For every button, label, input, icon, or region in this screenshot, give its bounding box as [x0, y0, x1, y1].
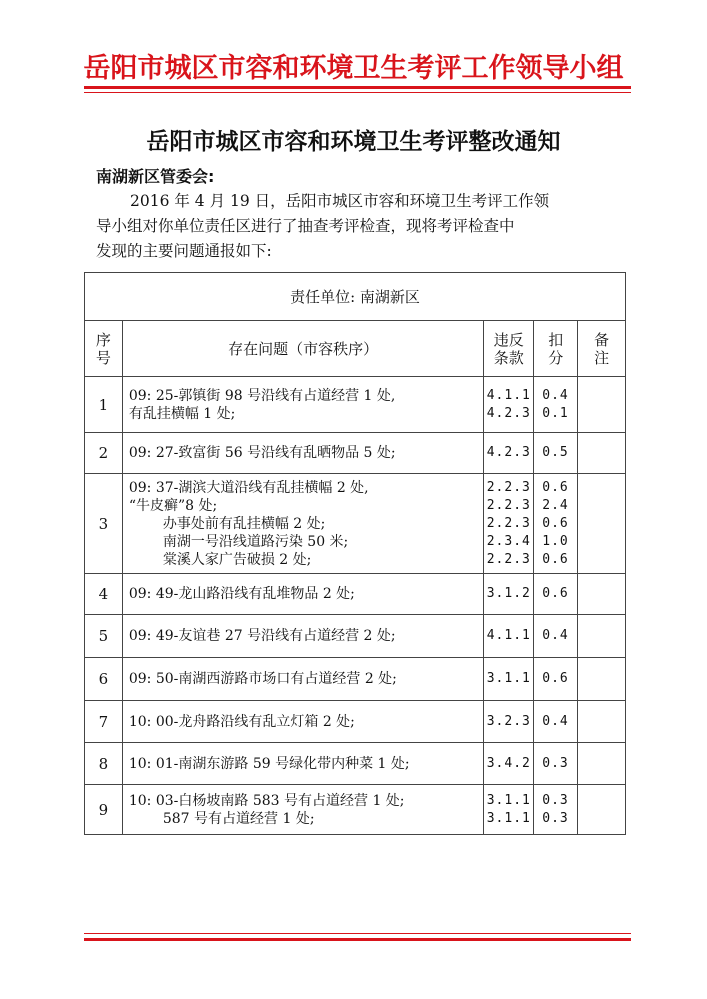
row-issue [122, 785, 483, 835]
row-clause [484, 615, 534, 658]
clause-value: 3.1.1 [486, 810, 531, 826]
row-seq: 5 [85, 615, 123, 658]
row-seq: 7 [85, 701, 123, 743]
recipient: 南湖新区管委会: [96, 167, 215, 186]
deduction-value: 0.3 [542, 755, 569, 771]
row-seq: 6 [85, 658, 123, 701]
letterhead-rule-thin [84, 92, 631, 93]
row-issue [122, 743, 483, 785]
clause-value: 2.3.4 [486, 533, 531, 549]
row-deduction [534, 658, 578, 701]
row-deduction [534, 701, 578, 743]
table-row [85, 743, 626, 785]
row-note [578, 433, 626, 474]
deduction-value: 0.4 [542, 387, 569, 403]
issue-line: 南湖一号沿线道路污染 50 米; [162, 533, 349, 550]
issue-line: 有乱挂横幅 1 处; [128, 405, 236, 422]
row-issue [122, 474, 483, 574]
row-note [578, 785, 626, 835]
row-deduction [534, 743, 578, 785]
clause-value: 4.1.1 [486, 628, 531, 643]
header-note [578, 321, 626, 377]
deduction-value: 0.6 [542, 586, 569, 601]
header-deduct-line: 扣 [548, 330, 564, 349]
row-issue [122, 377, 483, 433]
deduction-value: 0.5 [542, 445, 569, 460]
row-clause [484, 574, 534, 615]
row-clause [484, 785, 534, 835]
deduction-value: 0.3 [542, 792, 569, 808]
row-note [578, 743, 626, 785]
intro-line: 发现的主要问题通报如下: [96, 242, 272, 260]
row-deduction [534, 377, 578, 433]
issue-line: 09: 49-龙山路沿线有乱堆物品 2 处; [128, 586, 355, 602]
row-note [578, 377, 626, 433]
deduction-value: 0.1 [542, 405, 569, 421]
issue-line: 办事处前有乱挂横幅 2 处; [162, 515, 326, 532]
row-note [578, 658, 626, 701]
footer-rule-thin [84, 933, 631, 934]
notice-title: 岳阳市城区市容和环境卫生考评整改通知 [146, 129, 561, 155]
header-seq-line: 序 [95, 330, 111, 349]
table-row [85, 474, 626, 574]
header-issue: 存在问题（市容秩序） [122, 321, 483, 377]
intro-line: 2016 年 4 月 19 日，岳阳市城区市容和环境卫生考评工作领 [130, 192, 550, 210]
row-clause [484, 658, 534, 701]
row-seq: 9 [85, 785, 123, 835]
deduction-value: 0.6 [542, 479, 569, 495]
table-row [85, 785, 626, 835]
header-clause-line: 违反 [493, 330, 524, 349]
row-seq: 3 [85, 474, 123, 574]
table-row [85, 615, 626, 658]
clause-value: 3.1.2 [486, 586, 531, 601]
header-clause-line: 条款 [493, 348, 524, 367]
issue-line: 587 号有占道经营 1 处; [162, 810, 315, 827]
row-note [578, 574, 626, 615]
row-issue [122, 658, 483, 701]
deduction-value: 0.4 [542, 628, 569, 643]
clause-value: 2.2.3 [486, 497, 531, 513]
row-seq: 1 [85, 377, 123, 433]
issue-line: 09: 50-南湖西游路市场口有占道经营 2 处; [128, 671, 397, 687]
deduction-value: 0.6 [542, 671, 569, 686]
issue-line: 09: 49-友谊巷 27 号沿线有占道经营 2 处; [128, 628, 396, 644]
deduction-value: 0.3 [542, 810, 569, 826]
deduction-value: 0.6 [542, 551, 569, 567]
row-seq: 8 [85, 743, 123, 785]
row-clause [484, 743, 534, 785]
table-row [85, 433, 626, 474]
header-seq-line: 号 [95, 348, 111, 367]
row-clause [484, 474, 534, 574]
header-clause [484, 321, 534, 377]
footer-rule-thick [84, 938, 631, 941]
row-issue [122, 615, 483, 658]
row-deduction [534, 474, 578, 574]
header-deduct [534, 321, 578, 377]
table-header-row [85, 321, 626, 377]
table-row [85, 701, 626, 743]
issue-line: “牛皮癣”8 处; [128, 497, 218, 514]
row-clause [484, 377, 534, 433]
row-note [578, 474, 626, 574]
issue-line: 10: 00-龙舟路沿线有乱立灯箱 2 处; [128, 713, 355, 730]
clause-value: 2.2.3 [486, 551, 531, 567]
row-deduction [534, 433, 578, 474]
row-clause [484, 433, 534, 474]
row-clause [484, 701, 534, 743]
deduction-value: 1.0 [542, 533, 569, 549]
header-note-line: 注 [594, 348, 610, 367]
letterhead-rule-thick [84, 86, 631, 89]
deduction-value: 0.6 [542, 515, 569, 531]
table-row [85, 658, 626, 701]
row-deduction [534, 615, 578, 658]
issue-line: 10: 03-白杨坡南路 583 号有占道经营 1 处; [128, 792, 405, 809]
responsible-unit-row [85, 273, 626, 321]
responsible-unit: 责任单位: 南湖新区 [85, 273, 626, 321]
clause-value: 3.2.3 [486, 713, 531, 729]
row-deduction [534, 574, 578, 615]
issue-line: 10: 01-南湖东游路 59 号绿化带内种菜 1 处; [128, 755, 410, 772]
clause-value: 4.1.1 [486, 387, 531, 403]
intro-line: 导小组对你单位责任区进行了抽查考评检查，现将考评检查中 [96, 217, 515, 235]
clause-value: 4.2.3 [486, 405, 531, 421]
issue-line: 棠溪人家广告破损 2 处; [162, 551, 312, 568]
deduction-value: 2.4 [542, 497, 569, 513]
letterhead-title: 岳阳市城区市容和环境卫生考评工作领导小组 [83, 53, 624, 84]
clause-value: 3.1.1 [486, 792, 531, 808]
clause-value: 3.1.1 [486, 671, 531, 686]
clause-value: 4.2.3 [486, 445, 531, 460]
header-seq [85, 321, 123, 377]
row-seq: 2 [85, 433, 123, 474]
issue-line: 09: 25-郭镇街 98 号沿线有占道经营 1 处, [128, 387, 396, 404]
row-issue [122, 574, 483, 615]
table-row [85, 377, 626, 433]
issue-line: 09: 27-致富街 56 号沿线有乱晒物品 5 处; [128, 445, 396, 461]
intro-paragraph [96, 189, 626, 264]
header-deduct-line: 分 [548, 348, 564, 367]
table-row [85, 574, 626, 615]
issues-table [84, 272, 626, 835]
clause-value: 2.2.3 [486, 479, 531, 495]
issue-line: 09: 37-湖滨大道沿线有乱挂横幅 2 处, [128, 479, 369, 496]
deduction-value: 0.4 [542, 713, 569, 729]
header-note-line: 备 [594, 330, 610, 349]
row-issue [122, 701, 483, 743]
clause-value: 3.4.2 [486, 755, 531, 771]
row-note [578, 701, 626, 743]
row-note [578, 615, 626, 658]
row-deduction [534, 785, 578, 835]
row-seq: 4 [85, 574, 123, 615]
row-issue [122, 433, 483, 474]
clause-value: 2.2.3 [486, 515, 531, 531]
